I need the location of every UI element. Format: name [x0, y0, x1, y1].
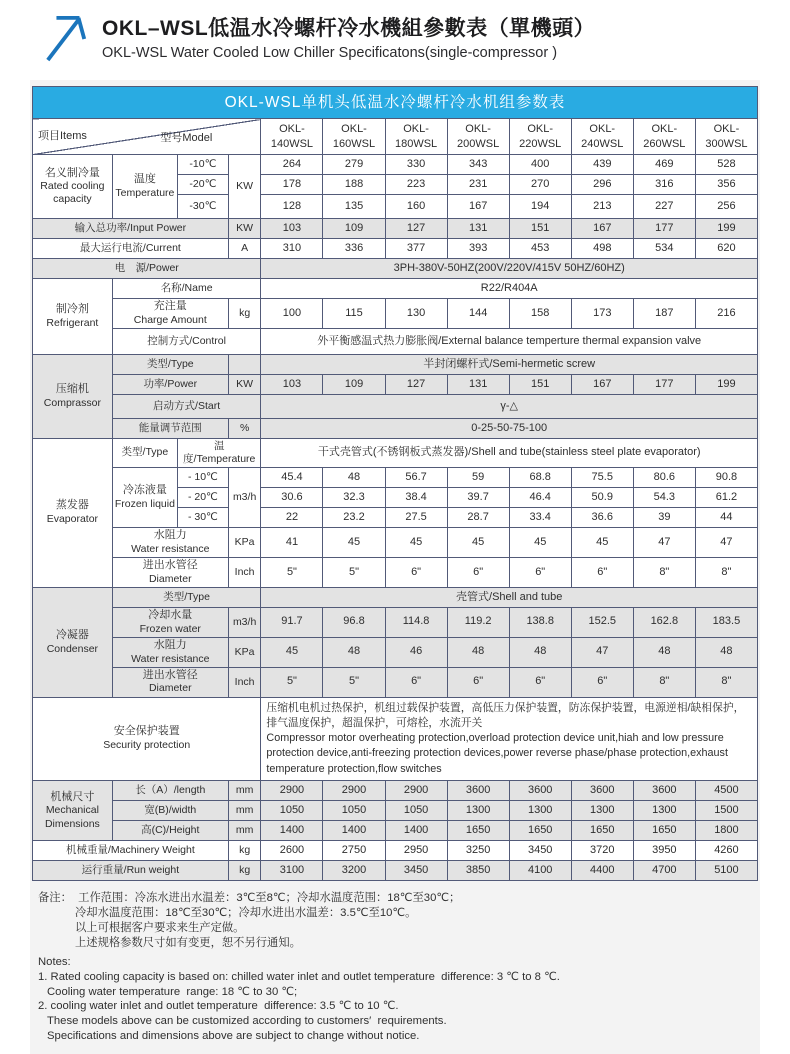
value-cell: 2900: [385, 781, 447, 801]
unit-cell: kg: [228, 861, 261, 881]
value-cell: 377: [385, 239, 447, 259]
section-label-dimensions: 机械尺寸 Mechanical Dimensions: [33, 781, 113, 841]
value-cell: 48: [447, 637, 509, 667]
value-cell: 178: [261, 175, 323, 195]
note-line: 1. Rated cooling capacity is based on: chilled water inlet and outlet temperature difference: 3 ℃ to 8 ℃.: [38, 970, 560, 983]
value-cell: 1300: [633, 801, 695, 821]
value-cell: 264: [261, 155, 323, 175]
row-condenser-type: [33, 587, 758, 607]
value-cell: 4400: [571, 861, 633, 881]
value-cell: 173: [571, 299, 633, 329]
value-cell: 528: [695, 155, 757, 175]
value-cell: 45: [447, 528, 509, 558]
row-label: 充注量 Charge Amount: [112, 299, 228, 329]
row-label: 控制方式/Control: [112, 328, 261, 354]
value-cell: 90.8: [695, 468, 757, 488]
value-cell: 138.8: [509, 607, 571, 637]
value-cell: 33.4: [509, 508, 571, 528]
value-cell: 45.4: [261, 468, 323, 488]
value-cell: 48: [695, 637, 757, 667]
row-label: 输入总功率/Input Power: [33, 219, 229, 239]
value-cell: 1400: [385, 821, 447, 841]
value-cell: 223: [385, 175, 447, 195]
note-line: 上述规格参数尺寸如有变更，恕不另行通知。: [75, 936, 301, 949]
value-cell: 59: [447, 468, 509, 488]
section-label-cooling: 名义制冷量 Rated cooling capacity: [33, 155, 113, 219]
model-header: OKL- 160WSL: [323, 119, 385, 155]
row-input-power: [33, 219, 758, 239]
corner-items-label: 项目Items: [38, 130, 87, 143]
value-cell: 91.7: [261, 607, 323, 637]
temp-tick: -10℃: [178, 155, 229, 175]
evaporator-type-value: 干式壳管式(不锈钢板式蒸发器)/Shell and tube(stainless steel plate evaporator): [261, 438, 758, 467]
value-cell: 23.2: [323, 508, 385, 528]
value-cell: 213: [571, 195, 633, 219]
value-cell: 144: [447, 299, 509, 329]
unit-cell: KW: [228, 155, 261, 219]
row-charge-amount: [33, 299, 758, 329]
model-header: OKL- 240WSL: [571, 119, 633, 155]
value-cell: 6": [509, 667, 571, 697]
value-cell: 46: [385, 637, 447, 667]
value-cell: 216: [695, 299, 757, 329]
temp-tick: -20℃: [178, 175, 229, 195]
note-line: Cooling water temperature range: 18 ℃ to 30 ℃;: [47, 985, 298, 998]
value-cell: 47: [633, 528, 695, 558]
value-cell: 27.5: [385, 508, 447, 528]
unit-cell: A: [228, 239, 261, 259]
value-cell: 22: [261, 508, 323, 528]
value-cell: 453: [509, 239, 571, 259]
model-header: OKL- 220WSL: [509, 119, 571, 155]
value-cell: 167: [571, 219, 633, 239]
value-cell: 3450: [385, 861, 447, 881]
value-cell: 343: [447, 155, 509, 175]
value-cell: 109: [323, 219, 385, 239]
value-cell: 4100: [509, 861, 571, 881]
section-label-evaporator: 蒸发器 Evaporator: [33, 438, 113, 587]
value-cell: 4260: [695, 841, 757, 861]
value-cell: 356: [695, 175, 757, 195]
unit-cell: kg: [228, 841, 261, 861]
value-cell: 48: [509, 637, 571, 667]
condenser-type-value: 壳管式/Shell and tube: [261, 587, 758, 607]
value-cell: 6": [385, 667, 447, 697]
table-banner: OKL-WSL单机头低温水冷螺杆冷水机组参数表: [33, 87, 758, 119]
value-cell: 68.8: [509, 468, 571, 488]
value-cell: 2900: [323, 781, 385, 801]
unit-cell: m3/h: [228, 468, 261, 528]
value-cell: 151: [509, 219, 571, 239]
row-label: 进出水管径 Diameter: [112, 667, 228, 697]
value-cell: 109: [323, 374, 385, 394]
row-label: 温度/Temperature: [178, 438, 261, 467]
value-cell: 2600: [261, 841, 323, 861]
value-cell: 296: [571, 175, 633, 195]
row-cond-resistance: [33, 637, 758, 667]
row-label: 高(C)/Height: [112, 821, 228, 841]
value-cell: 127: [385, 374, 447, 394]
model-header: OKL- 200WSL: [447, 119, 509, 155]
page-header: [0, 0, 790, 80]
value-cell: 188: [323, 175, 385, 195]
value-cell: 3600: [571, 781, 633, 801]
value-cell: 336: [323, 239, 385, 259]
row-frozen-minus10: [33, 468, 758, 488]
value-cell: 152.5: [571, 607, 633, 637]
model-header: OKL- 300WSL: [695, 119, 757, 155]
value-cell: 167: [447, 195, 509, 219]
value-cell: 45: [509, 528, 571, 558]
value-cell: 45: [571, 528, 633, 558]
energy-range-value: 0-25-50-75-100: [261, 418, 758, 438]
value-cell: 56.7: [385, 468, 447, 488]
value-cell: 1050: [261, 801, 323, 821]
unit-cell: %: [228, 418, 261, 438]
value-cell: 3950: [633, 841, 695, 861]
value-cell: 5": [323, 667, 385, 697]
value-cell: 80.6: [633, 468, 695, 488]
security-text: [261, 697, 758, 781]
row-security-protection: [33, 697, 758, 781]
value-cell: 183.5: [695, 607, 757, 637]
row-label: 类型/Type: [112, 438, 177, 467]
value-cell: 115: [323, 299, 385, 329]
page-title: OKL–WSL低温水冷螺杆冷水機組參數表（單機頭）: [102, 17, 596, 40]
power-supply-value: 3PH-380V-50HZ(200V/220V/415V 50HZ/60HZ): [261, 259, 758, 279]
value-cell: 5": [261, 558, 323, 588]
value-cell: 131: [447, 219, 509, 239]
row-label: 最大运行电流/Current: [33, 239, 229, 259]
value-cell: 28.7: [447, 508, 509, 528]
value-cell: 4500: [695, 781, 757, 801]
value-cell: 3600: [447, 781, 509, 801]
value-cell: 177: [633, 374, 695, 394]
row-cooling-water: [33, 607, 758, 637]
value-cell: 103: [261, 374, 323, 394]
temp-tick: - 30℃: [178, 508, 229, 528]
value-cell: 160: [385, 195, 447, 219]
value-cell: 6": [571, 667, 633, 697]
value-cell: 6": [447, 558, 509, 588]
value-cell: 3100: [261, 861, 323, 881]
value-cell: 48: [323, 637, 385, 667]
row-label: 功率/Power: [112, 374, 228, 394]
value-cell: 393: [447, 239, 509, 259]
value-cell: 162.8: [633, 607, 695, 637]
start-mode-value: γ-△: [261, 394, 758, 418]
control-value: 外平衡感温式热力膨胀阀/External balance temperture thermal expansion valve: [261, 328, 758, 354]
value-cell: 158: [509, 299, 571, 329]
section-label-security: 安全保护装置 Security protection: [33, 697, 261, 781]
value-cell: 6": [385, 558, 447, 588]
corner-model-label: 型号Model: [160, 132, 213, 145]
value-cell: 3450: [509, 841, 571, 861]
value-cell: 130: [385, 299, 447, 329]
value-cell: 1650: [509, 821, 571, 841]
unit-cell: mm: [228, 801, 261, 821]
value-cell: 8": [695, 558, 757, 588]
value-cell: 1500: [695, 801, 757, 821]
label-temperature: 温度 Temperature: [112, 155, 177, 219]
unit-cell: Inch: [228, 667, 261, 697]
value-cell: 400: [509, 155, 571, 175]
model-header: OKL- 140WSL: [261, 119, 323, 155]
note-line: 备注： 工作范围：冷冻水进出水温差：3℃至8℃；冷却水温度范围：18℃至30℃；: [38, 892, 461, 905]
value-cell: 2950: [385, 841, 447, 861]
value-cell: 119.2: [447, 607, 509, 637]
value-cell: 498: [571, 239, 633, 259]
value-cell: 1400: [261, 821, 323, 841]
security-text-en: Compressor motor overheating protection,overload protection device unit,hiah and low pressure protection device,anti-freezing protection devices,power reverse phase/phase protection,exhaust temperature protection,flow switches: [266, 732, 728, 775]
value-cell: 1050: [323, 801, 385, 821]
value-cell: 194: [509, 195, 571, 219]
row-label: 运行重量/Run weight: [33, 861, 229, 881]
value-cell: 620: [695, 239, 757, 259]
security-text-zh: 压缩机电机过热保护，机组过载保护装置，高低压力保护装置，防冻保护装置，电源逆相/缺相保护，排气温度保护，超温保护，可熔栓，水流开关: [266, 701, 745, 729]
value-cell: 2900: [261, 781, 323, 801]
value-cell: 6": [571, 558, 633, 588]
unit-cell: mm: [228, 821, 261, 841]
value-cell: 48: [633, 637, 695, 667]
value-cell: 2750: [323, 841, 385, 861]
note-line: 以上可根据客户要求来生产定做。: [75, 921, 245, 934]
row-label: 水阻力 Water resistance: [112, 637, 228, 667]
row-evap-diameter: [33, 558, 758, 588]
value-cell: 469: [633, 155, 695, 175]
value-cell: 96.8: [323, 607, 385, 637]
value-cell: 5": [323, 558, 385, 588]
value-cell: 100: [261, 299, 323, 329]
value-cell: 30.6: [261, 488, 323, 508]
value-cell: 128: [261, 195, 323, 219]
value-cell: 1400: [323, 821, 385, 841]
row-label: 长（A）/length: [112, 781, 228, 801]
row-power-supply: [33, 259, 758, 279]
unit-cell: m3/h: [228, 607, 261, 637]
note-line: Specifications and dimensions above are subject to change without notice.: [47, 1030, 420, 1043]
row-label: 类型/Type: [112, 354, 228, 374]
row-machinery-weight: [33, 841, 758, 861]
value-cell: 187: [633, 299, 695, 329]
row-label: 机械重量/Machinery Weight: [33, 841, 229, 861]
temp-tick: - 10℃: [178, 468, 229, 488]
value-cell: 3250: [447, 841, 509, 861]
row-run-weight: [33, 861, 758, 881]
value-cell: 1650: [633, 821, 695, 841]
value-cell: 8": [633, 558, 695, 588]
spec-sheet: [30, 80, 760, 1054]
value-cell: 50.9: [571, 488, 633, 508]
row-compressor-type: [33, 354, 758, 374]
value-cell: 38.4: [385, 488, 447, 508]
value-cell: 3850: [447, 861, 509, 881]
value-cell: 61.2: [695, 488, 757, 508]
refrigerant-name-value: R22/R404A: [261, 279, 758, 299]
table-banner-row: [33, 87, 758, 119]
value-cell: 44: [695, 508, 757, 528]
value-cell: 32.3: [323, 488, 385, 508]
value-cell: 39: [633, 508, 695, 528]
value-cell: 48: [323, 468, 385, 488]
row-evaporator-type: [33, 438, 758, 467]
value-cell: 151: [509, 374, 571, 394]
section-label-compressor: 压缩机 Comprassor: [33, 354, 113, 438]
unit-cell: KW: [228, 374, 261, 394]
value-cell: 6": [447, 667, 509, 697]
value-cell: 177: [633, 219, 695, 239]
value-cell: 1800: [695, 821, 757, 841]
value-cell: 45: [385, 528, 447, 558]
value-cell: 1050: [385, 801, 447, 821]
row-refrigerant-name: [33, 279, 758, 299]
value-cell: 8": [695, 667, 757, 697]
unit-cell: KW: [228, 219, 261, 239]
value-cell: 199: [695, 219, 757, 239]
row-evap-resistance: [33, 528, 758, 558]
note-line: Notes:: [38, 955, 71, 968]
model-header: OKL- 180WSL: [385, 119, 447, 155]
note-line: These models above can be customized according to customers′ requirements.: [47, 1015, 447, 1028]
value-cell: 1650: [447, 821, 509, 841]
unit-cell: Inch: [228, 558, 261, 588]
value-cell: 231: [447, 175, 509, 195]
value-cell: 8": [633, 667, 695, 697]
unit-cell: kg: [228, 299, 261, 329]
value-cell: 45: [261, 637, 323, 667]
unit-cell: KPa: [228, 528, 261, 558]
value-cell: 5100: [695, 861, 757, 881]
spec-table: [32, 86, 758, 881]
value-cell: 114.8: [385, 607, 447, 637]
model-header-row: [33, 119, 758, 155]
value-cell: 39.7: [447, 488, 509, 508]
row-control: [33, 328, 758, 354]
section-label-condenser: 冷凝器 Condenser: [33, 587, 113, 697]
row-label: 类型/Type: [112, 587, 261, 607]
value-cell: 3600: [633, 781, 695, 801]
row-label: 名称/Name: [112, 279, 261, 299]
value-cell: 256: [695, 195, 757, 219]
row-label: 启动方式/Start: [112, 394, 261, 418]
model-header: OKL- 260WSL: [633, 119, 695, 155]
temp-tick: - 20℃: [178, 488, 229, 508]
value-cell: 3200: [323, 861, 385, 881]
row-label: 冷冻液量 Frozen liquid: [112, 468, 177, 528]
row-start-mode: [33, 394, 758, 418]
value-cell: 54.3: [633, 488, 695, 508]
value-cell: 1300: [447, 801, 509, 821]
value-cell: 270: [509, 175, 571, 195]
value-cell: 534: [633, 239, 695, 259]
row-label: 冷却水量 Frozen water: [112, 607, 228, 637]
row-height: [33, 821, 758, 841]
corner-cell: [33, 119, 261, 155]
value-cell: 4700: [633, 861, 695, 881]
value-cell: 45: [323, 528, 385, 558]
arrow-logo-icon: [44, 10, 90, 66]
section-label-refrigerant: 制冷剂 Refrigerant: [33, 279, 113, 355]
value-cell: 6": [509, 558, 571, 588]
temp-tick: -30℃: [178, 195, 229, 219]
value-cell: 316: [633, 175, 695, 195]
value-cell: 439: [571, 155, 633, 175]
value-cell: 227: [633, 195, 695, 219]
unit-cell: mm: [228, 781, 261, 801]
unit-cell: KPa: [228, 637, 261, 667]
unit-cell: [228, 354, 261, 374]
row-cooling-minus10: [33, 155, 758, 175]
value-cell: 310: [261, 239, 323, 259]
row-length: [33, 781, 758, 801]
note-line: 2. cooling water inlet and outlet temperature difference: 3.5 ℃ to 10 ℃.: [38, 1000, 399, 1013]
value-cell: 75.5: [571, 468, 633, 488]
value-cell: 135: [323, 195, 385, 219]
value-cell: 131: [447, 374, 509, 394]
value-cell: 103: [261, 219, 323, 239]
row-label: 宽(B)/width: [112, 801, 228, 821]
notes: [32, 881, 758, 1044]
row-cond-diameter: [33, 667, 758, 697]
value-cell: 46.4: [509, 488, 571, 508]
row-current: [33, 239, 758, 259]
value-cell: 3720: [571, 841, 633, 861]
value-cell: 3600: [509, 781, 571, 801]
value-cell: 1300: [571, 801, 633, 821]
value-cell: 1300: [509, 801, 571, 821]
value-cell: 167: [571, 374, 633, 394]
value-cell: 127: [385, 219, 447, 239]
row-label: 能量调节范围: [112, 418, 228, 438]
row-label: 水阻力 Water resistance: [112, 528, 228, 558]
page-subtitle: OKL-WSL Water Cooled Low Chiller Specificatons(single-compressor ): [102, 45, 558, 61]
value-cell: 199: [695, 374, 757, 394]
value-cell: 279: [323, 155, 385, 175]
value-cell: 5": [261, 667, 323, 697]
row-compressor-power: [33, 374, 758, 394]
row-label: 电 源/Power: [33, 259, 261, 279]
row-energy-range: [33, 418, 758, 438]
note-line: 冷却水温度范围：18℃至30℃；冷却水进出水温差：3.5℃至10℃。: [75, 907, 417, 920]
value-cell: 36.6: [571, 508, 633, 528]
value-cell: 47: [571, 637, 633, 667]
row-width: [33, 801, 758, 821]
value-cell: 1650: [571, 821, 633, 841]
row-label: 进出水管径 Diameter: [112, 558, 228, 588]
compressor-type-value: 半封闭螺杆式/Semi-hermetic screw: [261, 354, 758, 374]
value-cell: 41: [261, 528, 323, 558]
value-cell: 330: [385, 155, 447, 175]
value-cell: 47: [695, 528, 757, 558]
